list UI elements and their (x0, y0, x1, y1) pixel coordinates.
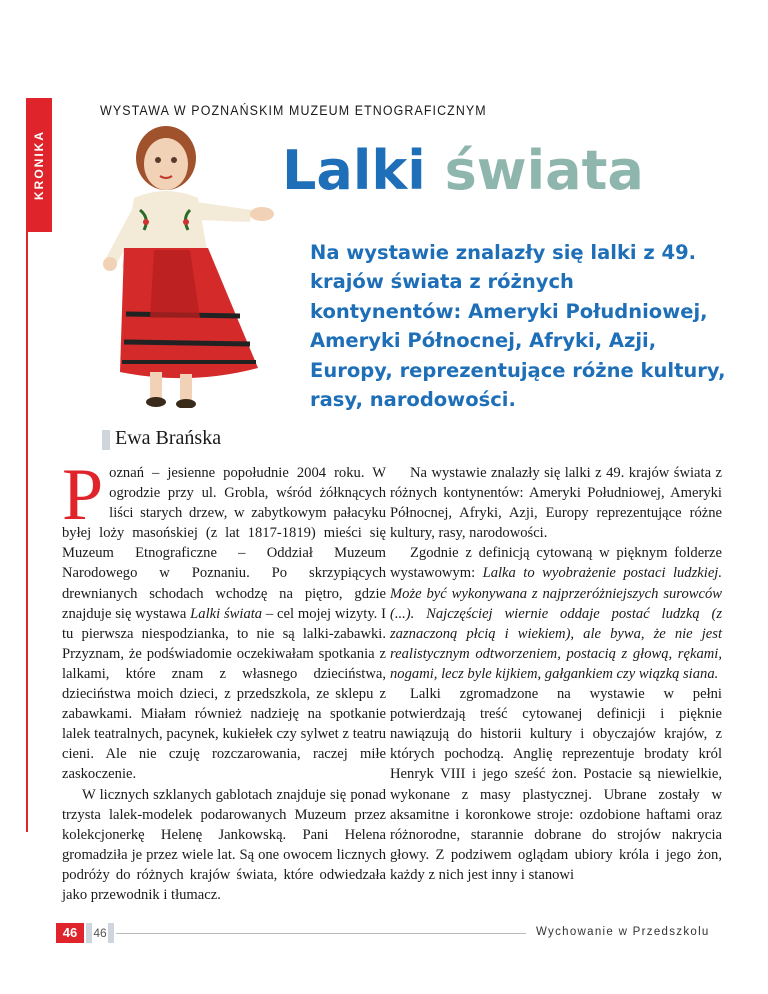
text: Zgodnie z definicją cytowaną w pięknym folderze wystawowym: (390, 545, 722, 582)
side-rule (26, 232, 28, 832)
article-title (282, 138, 644, 204)
definition-quote: Lalka to wyobrażenie postaci ludzkiej. Może być wykonywana z najprzeróżniejszych surowców (...). Najczęściej wiernie oddaje postać ludzką (z zaznaczoną płcią i wiekiem), ale bywa, że nie jest realistycznym odtworzeniem, postacią z głową, rękami, nogami, lecz byle kijkiem, gałgankiem czy wiązką siana. (390, 565, 722, 682)
exhibition-name: Lalki świata (190, 605, 263, 622)
title-word-1: Lalki (282, 139, 426, 202)
doll-image (80, 118, 290, 408)
paragraph (390, 543, 722, 684)
section-tab-label: KRONIKA (32, 130, 46, 200)
author-marker (102, 430, 110, 450)
journal-name: Wychowanie w Przedszkolu (536, 926, 710, 938)
page-number: 46 (56, 923, 84, 943)
title-word-2: świata (444, 139, 644, 202)
paragraph (62, 454, 386, 785)
text: oznań – jesienne popołudnie 2004 roku. W ogrodzie przy ul. Grobla, wśród żółknących liści starych drzew, w zabytkowym pałacyku byłej loży masońskiej (z lat 1817-1819) mieści się Muzeum Etnograficzne – Oddział Muzeum Narodowego w Poznaniu. Po skrzypiących drewnianych schodach wchodzę na piętro, gdzie znajduje się wystawa (62, 465, 386, 622)
right-column (390, 463, 722, 885)
footer-rule (116, 933, 526, 934)
page-number-secondary: 46 (86, 923, 114, 943)
author-name: Ewa Brańska (115, 427, 222, 449)
left-column (62, 454, 386, 905)
doll-face (144, 138, 188, 190)
paragraph: Na wystawie znalazły się lalki z 49. krajów świata z różnych kontynentów: Ameryki Południowej, Ameryki Północnej, Afryki, Azji, Europy reprezentujące różne kultury, rasy, narodowości. (390, 465, 722, 542)
paragraph: W licznych szklanych gablotach znajduje się ponad trzysta lalek-modelek podarowanych Muzeum przez kolekcjonerkę Helenę Jankowską. Pani Helena gromadziła je przez wiele lat. Są one owocem licznych podróży do różnych krajów świata, które odwiedzała jako przewodnik i tłumacz. (62, 786, 386, 903)
kicker: WYSTAWA W POZNAŃSKIM MUZEUM ETNOGRAFICZNYM (100, 103, 487, 118)
lead-paragraph: Na wystawie znalazły się lalki z 49. krajów świata z różnych kontynentów: Ameryki Południowej, Ameryki Północnej, Afryki, Azji, Europy, reprezentujące różne kultury, rasy, narodowości. (310, 241, 726, 412)
text: – cel mojej wizyty. I tu pierwsza niespodzianka, to nie są lalki-zabawki. Przyznam, że podświadomie oczekiwałam spotkania z lalkami, które znam z własnego dzieciństwa, dzieciństwa moich dzieci, z przedszkola, ze sklepu z zabawkami. Miałam również nadzieję na spotkanie lalek teatralnych, pacynek, kukiełek czy sylwet z teatru cieni. Ale nie czuję rozczarowania, raczej miłe zaskoczenie. (62, 605, 386, 783)
paragraph: Lalki zgromadzone na wystawie w pełni potwierdzają treść cytowanej definicji i pięknie nawiązują do historii kultury i obyczajów krajów, z których pochodzą. Anglię reprezentuje brodaty król Henryk VIII i jego sześć żon. Postacie są niewielkie, wykonane z masy plastycznej. Ubrane zostały w aksamitne i koronkowe stroje: ozdobione haftami oraz różnorodne, starannie dobrane do strojów nakrycia głowy. Z podziwem oglądam ubiory króla i jego żon, każdy z nich jest inny i stanowi (390, 686, 722, 883)
section-tab (26, 98, 52, 232)
drop-cap: P (62, 454, 104, 536)
